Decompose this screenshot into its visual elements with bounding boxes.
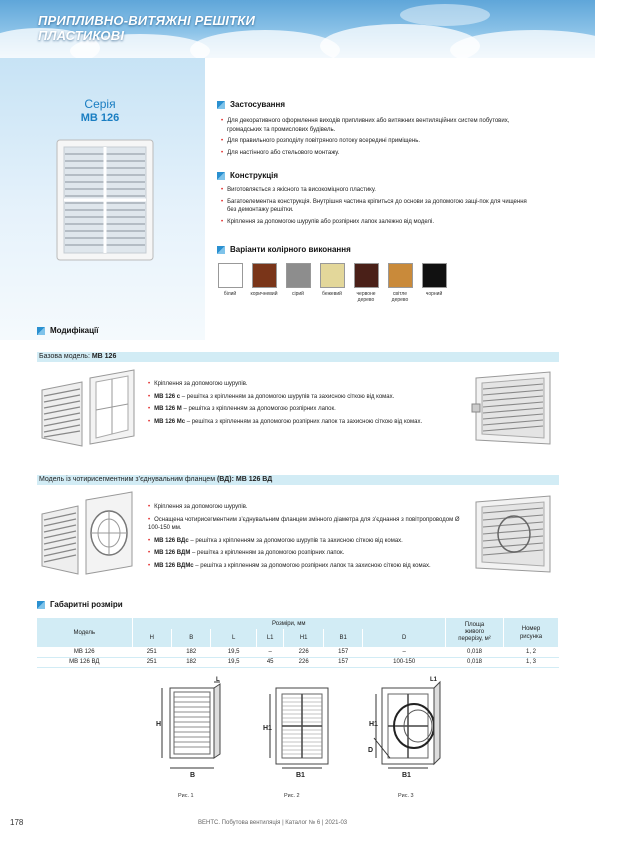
color-swatch (218, 263, 243, 288)
modifications-heading-text: Модифікації (50, 326, 99, 335)
page-number: 178 (10, 818, 24, 827)
table-row (37, 647, 559, 657)
color-swatch-label (281, 291, 315, 297)
footer-text: ВЕНТС. Побутова вентиляція | Каталог № 6 | 2021-03 (198, 820, 348, 826)
table-cell: 157 (323, 657, 362, 667)
bullet-icon: • (148, 550, 151, 556)
figure-1-drawing (150, 677, 230, 782)
list-item: • Виготовляється з якісного та високоміцного пластику. (221, 187, 376, 193)
color-swatch (252, 263, 277, 288)
dim-label-b1: B1 (296, 772, 305, 779)
table-cell: МВ 126 (37, 647, 132, 657)
table-cell: МВ 126 ВД (37, 657, 132, 667)
section-marker-icon (217, 172, 225, 180)
section-marker-icon (37, 327, 45, 335)
model-code: МВ 126 ВДМс (154, 562, 194, 569)
dim-label-b1: B1 (402, 772, 411, 779)
application-list (217, 117, 537, 157)
swatch-label-line-1: світле (392, 291, 408, 297)
color-swatch (286, 263, 311, 288)
construction-heading-text: Конструкція (230, 171, 279, 180)
table-cell: 0,018 (446, 657, 504, 667)
color-swatch-item (315, 263, 349, 303)
col-sub-header: B (171, 629, 210, 647)
color-swatch-item (349, 263, 383, 303)
list-item-text: Для настінного або стельового монтажу. (227, 149, 340, 156)
figure-3-caption: Рис. 3 (398, 793, 414, 799)
list-item-text: Оснащена чотирисегментним з’єднувальним фланцем змінного діаметра для з’єднання з повітропроводом Ø 100-150 мм. (148, 516, 460, 531)
section-marker-icon (217, 246, 225, 254)
swatch-label-line-1: червоне (356, 291, 376, 297)
list-item (148, 516, 466, 533)
table-cell: 251 (132, 657, 171, 667)
bullet-icon: • (148, 537, 151, 544)
swatch-label-line-2: дерево (391, 297, 409, 303)
list-item-text: – решітка з кріпленням за допомогою розпірних лапок та захисною сіткою від комах. (185, 418, 423, 425)
bullet-icon: • (148, 562, 151, 569)
application-heading-text: Застосування (230, 100, 285, 109)
list-item (148, 549, 466, 558)
list-item-text: Кріплення за допомогою шурупів. (154, 504, 248, 510)
base-model-list (148, 380, 466, 430)
color-swatch-item (383, 263, 417, 303)
table-cell: 182 (171, 657, 210, 667)
color-swatch-item (417, 263, 451, 303)
list-item (148, 380, 466, 389)
color-swatch-label (247, 291, 281, 297)
table-cell: 19,5 (211, 647, 256, 657)
dim-label-l: L (216, 677, 220, 683)
col-sub-header: H (132, 629, 171, 647)
color-swatch-item (247, 263, 281, 303)
area-line-3: перерізу, м² (458, 636, 491, 642)
title-line-1: ПРИПЛИВНО-ВИТЯЖНІ РЕШІТКИ (38, 13, 256, 28)
col-model-header: Модель (37, 618, 132, 647)
series-label (70, 97, 130, 125)
dim-label-h: H (156, 721, 162, 728)
list-item (148, 393, 466, 402)
color-swatch-label (315, 291, 349, 297)
bullet-icon: • (148, 381, 151, 387)
table-cell: – (363, 647, 446, 657)
area-line-2: живого (464, 629, 485, 635)
dimensions-heading (37, 600, 123, 609)
flange-model-grille-side-image (470, 494, 556, 578)
bullet-icon: • (148, 516, 151, 523)
bullet-icon: • (148, 504, 151, 510)
bar-prefix: Модель із чотирисегментним з’єднувальним фланцем (39, 476, 217, 483)
color-swatch-label (213, 291, 247, 297)
list-item (148, 503, 466, 512)
construction-list (217, 186, 537, 226)
figure-2-caption: Рис. 2 (284, 793, 300, 799)
list-item: • Кріплення за допомогою шурупів або розпірних лапок залежно від моделі. (221, 218, 435, 225)
dimensions-table (37, 618, 559, 668)
title-line-2: ПЛАСТИКОВІ (38, 28, 125, 43)
color-swatch (320, 263, 345, 288)
bullet-icon: • (148, 406, 151, 412)
flange-model-list (148, 503, 466, 574)
color-swatch-label (417, 291, 451, 297)
swatch-label-line-1: сірий (292, 291, 304, 297)
table-cell: – (256, 647, 284, 657)
swatch-label-line-1: коричневий (250, 291, 278, 297)
swatch-label-line-2: дерево (357, 297, 375, 303)
series-word: Серія (84, 97, 116, 111)
table-cell: 226 (284, 657, 323, 667)
dimensions-heading-text: Габаритні розміри (50, 600, 123, 609)
dim-label-l1: L1 (430, 677, 438, 683)
table-cell: 1, 2 (504, 647, 559, 657)
color-swatch-label (349, 291, 383, 303)
color-swatch (422, 263, 447, 288)
table-cell: 45 (256, 657, 284, 667)
list-item: • Для настінного або стельового монтажу. (221, 149, 340, 156)
table-cell: 19,5 (211, 657, 256, 667)
table-cell: 1, 3 (504, 657, 559, 667)
page-title (38, 13, 255, 43)
swatch-label-line-1: білий (223, 291, 237, 297)
table-cell: 251 (132, 647, 171, 657)
list-item (148, 537, 466, 546)
model-code: МВ 126 с (154, 393, 181, 400)
color-swatch-item (213, 263, 247, 303)
fig-line-2: рисунка (519, 633, 543, 640)
col-sub-header: L (211, 629, 256, 647)
section-marker-icon (217, 101, 225, 109)
list-item (148, 562, 466, 571)
flange-model-exploded-image (38, 490, 138, 580)
application-heading (217, 100, 285, 109)
color-swatch-item (281, 263, 315, 303)
swatch-label-line-1: бежевий (322, 291, 342, 297)
list-item (148, 418, 466, 427)
series-model: МВ 126 (80, 112, 120, 124)
list-item: • Багатоелементна конструкція. Внутрішня частина кріпиться до основи за допомогою защі-пок для чищення без демонтажу решітки. (221, 198, 527, 213)
color-swatches (213, 263, 451, 303)
model-code: МВ 126 ВДМ (154, 550, 191, 556)
table-cell: 0,018 (446, 647, 504, 657)
dim-label-b: B (190, 772, 196, 779)
list-item-text: – решітка з кріпленням за допомогою шурупів та захисною сіткою від комах. (180, 393, 395, 400)
fig-line-1: Номер (521, 625, 541, 632)
list-item: • Для правильного розподілу повітряного потоку всередині приміщень. (221, 138, 420, 144)
modifications-heading (37, 326, 99, 335)
bullet-icon: • (148, 418, 151, 425)
figure-1-caption: Рис. 1 (178, 793, 194, 799)
col-sub-header: D (363, 629, 446, 647)
list-item-text: – решітка з кріпленням за допомогою розпірних лапок. (181, 406, 336, 412)
section-marker-icon (37, 601, 45, 609)
color-swatch (388, 263, 413, 288)
bar-model: МВ 126 (91, 353, 117, 360)
col-sizes-header: Розміри, мм (132, 618, 446, 629)
list-item: • Для декоративного оформлення виходів припливних або витяжних вентиляційних систем побутових, громадських та промислових будівель. (221, 118, 510, 133)
list-item-text: Для декоративного оформлення виходів припливних або витяжних вентиляційних систем побутових, громадських та промислових будівель. (227, 118, 510, 133)
table-cell: 226 (284, 647, 323, 657)
colors-heading (217, 245, 351, 254)
col-sub-header: L1 (256, 629, 284, 647)
model-code: МВ 126 Мс (154, 418, 186, 425)
col-sub-header: H1 (284, 629, 323, 647)
col-figure-header (504, 618, 559, 647)
bar-model: (ВД): МВ 126 ВД (216, 476, 273, 483)
product-grille-image (55, 138, 155, 262)
list-item-text: – решітка з кріпленням за допомогою розпірних лапок. (190, 550, 345, 556)
list-item-text: – решітка з кріпленням за допомогою шурупів та захисною сіткою від комах. (188, 537, 403, 544)
figure-2-drawing (258, 682, 338, 782)
bar-prefix: Базова модель: (39, 353, 92, 360)
model-code: МВ 126 ВДс (154, 537, 189, 544)
list-item-text: Виготовляється з якісного та високоміцного пластику. (227, 187, 376, 193)
dim-label-d: D (368, 747, 374, 754)
base-model-bar (37, 352, 559, 362)
color-swatch (354, 263, 379, 288)
figure-3-drawing (360, 676, 450, 782)
construction-heading (217, 171, 278, 180)
list-item-text: Для правильного розподілу повітряного потоку всередині приміщень. (227, 138, 420, 144)
colors-heading-text: Варіанти колірного виконання (230, 245, 351, 254)
table-cell: 100-150 (363, 657, 446, 667)
col-sub-header: B1 (323, 629, 362, 647)
list-item-text: Кріплення за допомогою шурупів або розпірних лапок залежно від моделі. (227, 218, 435, 225)
base-model-grille-side-image (470, 370, 556, 450)
bullet-icon: • (148, 393, 151, 400)
table-cell: 157 (323, 647, 362, 657)
color-swatch-label (383, 291, 417, 303)
table-row (37, 657, 559, 667)
dim-label-h1: H1 (369, 721, 378, 728)
swatch-label-line-1: чорний (425, 291, 443, 297)
list-item-text: Кріплення за допомогою шурупів. (154, 381, 248, 387)
list-item-text: Багатоелементна конструкція. Внутрішня частина кріпиться до основи за допомогою защі-пок для чищення без демонтажу решітки. (227, 198, 527, 213)
dim-label-h1: H1 (263, 725, 272, 732)
area-line-1: Площа (464, 622, 485, 628)
base-model-exploded-image (38, 368, 138, 450)
list-item-text: – решітка з кріпленням за допомогою розпірних лапок та захисною сіткою від комах. (193, 562, 431, 569)
flange-model-bar (37, 475, 559, 485)
model-code: МВ 126 М (154, 406, 182, 412)
col-area-header (446, 618, 504, 647)
list-item (148, 405, 466, 414)
table-cell: 182 (171, 647, 210, 657)
